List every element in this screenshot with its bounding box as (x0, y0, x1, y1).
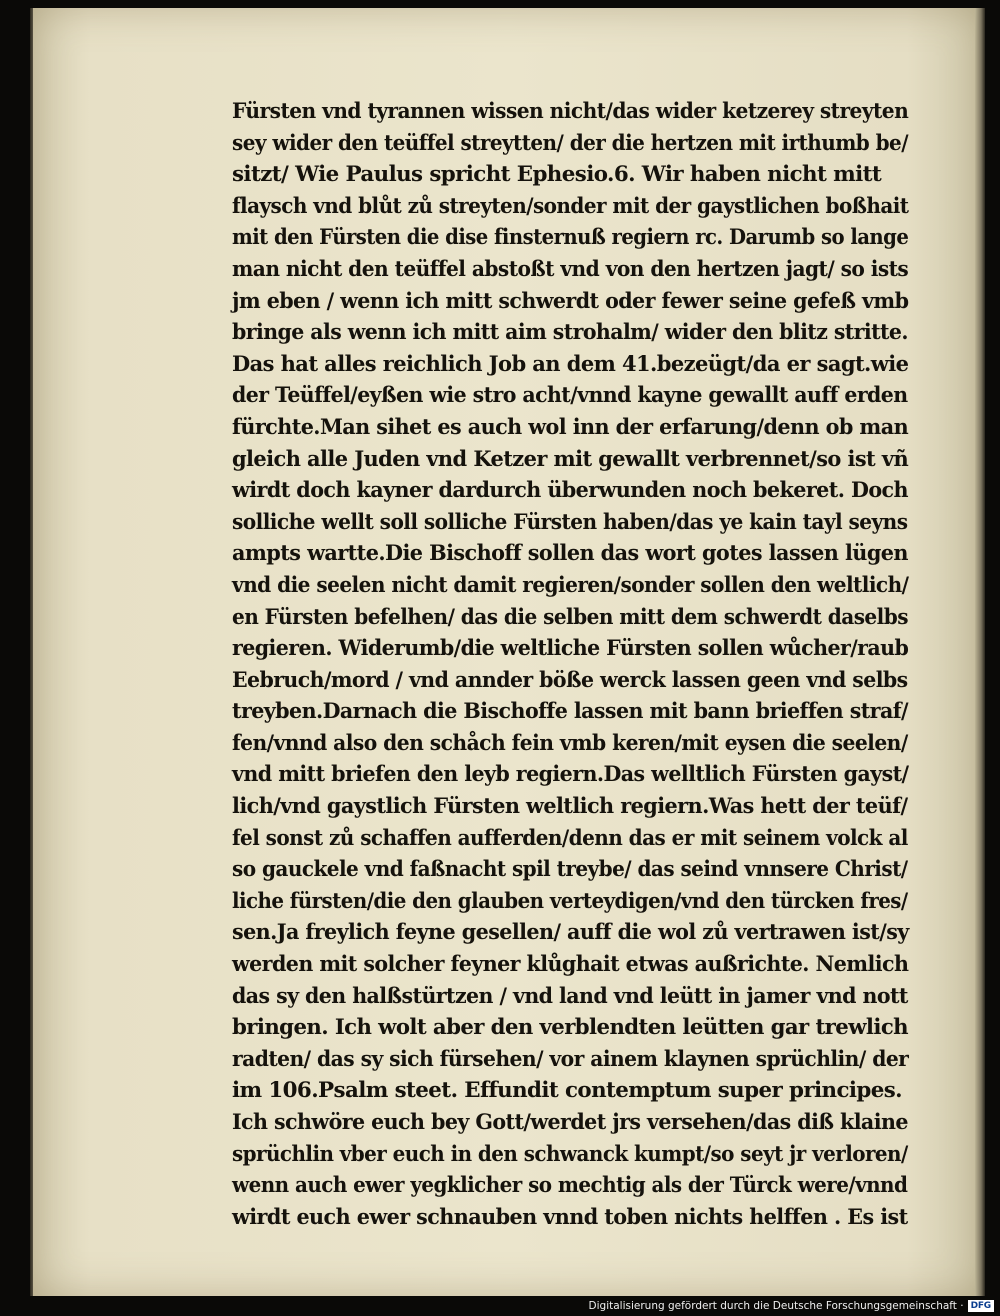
text-line: vnd mitt briefen den leyb regiern.Das welltlich Fürsten gayst/ (232, 762, 909, 788)
text-line: Fürsten vnd tyrannen wissen nicht/das wider ketzerey streyten (232, 99, 909, 124)
text-line: treyben.Darnach die Bischoffe lassen mit bann brieffen straf/ (232, 699, 909, 725)
text-line: flaysch vnd blůt zů streyten/sonder mit der gaystlichen boßhait (232, 193, 909, 219)
text-line: fen/vnnd also den schåch fein vmb keren/mit eysen die seelen/ (232, 730, 908, 756)
text-line: im 106.Psalm steet. Effundit contemptum super principes. (232, 1078, 903, 1104)
text-block (232, 96, 912, 1233)
text-line: Das hat alles reichlich Job an dem 41.bezeügt/da er sagt.wie (232, 351, 909, 377)
dfg-logo: DFG (968, 1300, 994, 1312)
text-line: fürchte.Man sihet es auch wol inn der erfarung/denn ob man (232, 414, 909, 440)
text-line: regieren. Widerumb/die weltliche Fürsten sollen wůcher/raub (232, 636, 909, 662)
text-line: Ich schwöre euch bey Gott/werdet jrs versehen/das diß klaine (232, 1110, 908, 1135)
footer (588, 1298, 994, 1314)
text-line: ampts wartte.Die Bischoff sollen das wort gotes lassen lügen (232, 541, 908, 567)
text-line: jm eben / wenn ich mitt schwerdt oder fewer seine gefeß vmb (232, 288, 909, 314)
page-right-edge (975, 8, 985, 1296)
text-line: so gauckele vnd faßnacht spil treybe/ das seind vnnsere Christ/ (232, 857, 908, 883)
text-line: en Fürsten befelhen/ das die selben mitt dem schwerdt daselbs (232, 604, 908, 630)
text-line: gleich alle Juden vnd Ketzer mit gewallt verbrennet/so ist vñ (232, 446, 909, 472)
text-line: liche fürsten/die den glauben verteydigen/vnd den türcken fres/ (232, 888, 908, 914)
text-line: solliche wellt soll solliche Fürsten haben/das ye kain tayl seyns (232, 509, 908, 535)
text-line: bringen. Ich wolt aber den verblendten leütten gar trewlich (232, 1015, 909, 1041)
funding-note: Digitalisierung gefördert durch die Deutsche Forschungsgemeinschaft · (588, 1300, 964, 1312)
text-line: wenn auch ewer yegklicher so mechtig als der Türck were/vnnd (232, 1173, 908, 1199)
text-line: sey wider den teüffel streytten/ der die hertzen mit irthumb be/ (232, 130, 908, 156)
text-line: wirdt euch ewer schnauben vnnd toben nichts helffen . Es ist (232, 1204, 908, 1230)
text-line: werden mit solcher feyner klůghait etwas außrichte. Nemlich (232, 952, 909, 978)
text-line: Eebruch/mord / vnd annder böße werck lassen geen vnd selbs (232, 667, 908, 693)
text-line: fel sonst zů schaffen aufferden/denn das er mit seinem volck al (232, 825, 908, 851)
text-line: sprüchlin vber euch in den schwanck kumpt/so seyt jr verloren/ (232, 1141, 908, 1167)
text-line: lich/vnd gaystlich Fürsten weltlich regiern.Was hett der teüf/ (232, 794, 908, 820)
text-line: das sy den halßstürtzen / vnd land vnd leütt in jamer vnd nott (232, 983, 908, 1009)
text-line: wirdt doch kayner dardurch überwunden noch bekeret. Doch (232, 478, 909, 504)
text-line: mit den Fürsten die dise finsternuß regiern rc. Darumb so lange (232, 225, 909, 251)
text-line: sen.Ja freylich feyne gesellen/ auff die wol zů vertrawen ist/sy (232, 920, 909, 946)
text-line: sitzt/ Wie Paulus spricht Ephesio.6. Wir haben nicht mitt (232, 162, 882, 188)
text-line: bringe als wenn ich mitt aim strohalm/ wider den blitz stritte. (232, 320, 908, 346)
text-line: vnd die seelen nicht damit regieren/sonder sollen den weltlich/ (232, 572, 909, 598)
text-line: man nicht den teüffel abstoßt vnd von den hertzen jagt/ so ists (232, 256, 909, 282)
text-line: radten/ das sy sich fürsehen/ vor ainem klaynen sprüchlin/ der (232, 1046, 909, 1072)
text-line: der Teüffel/eyßen wie stro acht/vnnd kayne gewallt auff erden (232, 383, 908, 409)
